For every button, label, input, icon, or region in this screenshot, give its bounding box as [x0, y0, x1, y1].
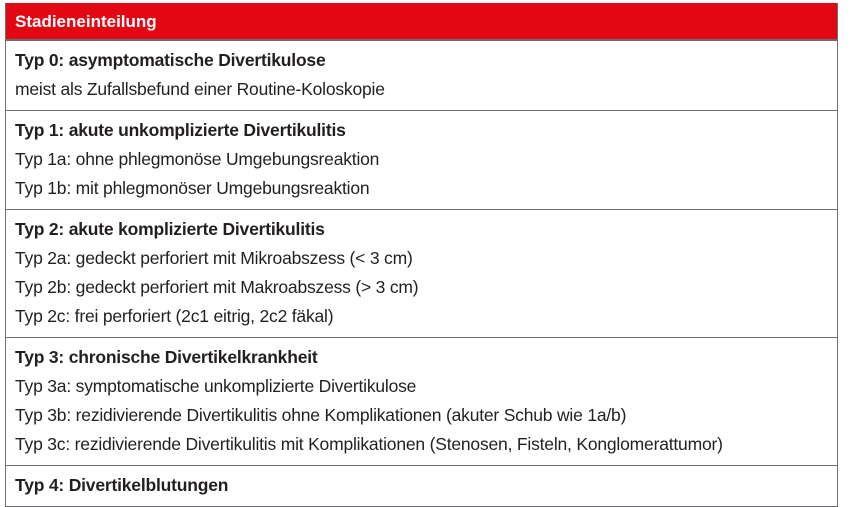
stage-title: Typ 3: chronische Divertikelkrankheit [15, 347, 318, 367]
stage-title: Typ 2: akute komplizierte Divertikulitis [15, 219, 325, 239]
substage-1b: Typ 1b: mit phlegmonöser Umgebungsreaktion [15, 178, 370, 198]
substage-3b: Typ 3b: rezidivierende Divertikulitis ohne Komplikationen (akuter Schub wie 1a/b) [15, 405, 627, 425]
stage-title: Typ 4: Divertikelblutungen [15, 475, 229, 495]
stage-group-typ-4 [6, 465, 837, 506]
substage-1a: Typ 1a: ohne phlegmonöse Umgebungsreaktion [15, 149, 380, 169]
stage-title: Typ 1: akute unkomplizierte Divertikulitis [15, 120, 346, 140]
stage-group-typ-0 [6, 40, 837, 110]
stage-group-typ-3 [6, 337, 837, 465]
stage-group-typ-2 [6, 209, 837, 337]
substage-3a: Typ 3a: symptomatische unkomplizierte Divertikulose [15, 376, 417, 396]
staging-table [5, 3, 838, 507]
stage-title: Typ 0: asymptomatische Divertikulose [15, 50, 326, 70]
substage-3c: Typ 3c: rezidivierende Divertikulitis mit Komplikationen (Stenosen, Fisteln, Konglomerattumor) [15, 434, 723, 454]
stage-group-typ-1 [6, 110, 837, 209]
stage-description: meist als Zufallsbefund einer Routine-Koloskopie [15, 79, 385, 99]
substage-2b: Typ 2b: gedeckt perforiert mit Makroabszess (> 3 cm) [15, 277, 419, 297]
table-header: Stadieneinteilung [6, 3, 837, 40]
substage-2c: Typ 2c: frei perforiert (2c1 eitrig, 2c2 fäkal) [15, 306, 334, 326]
substage-2a: Typ 2a: gedeckt perforiert mit Mikroabszess (< 3 cm) [15, 248, 413, 268]
